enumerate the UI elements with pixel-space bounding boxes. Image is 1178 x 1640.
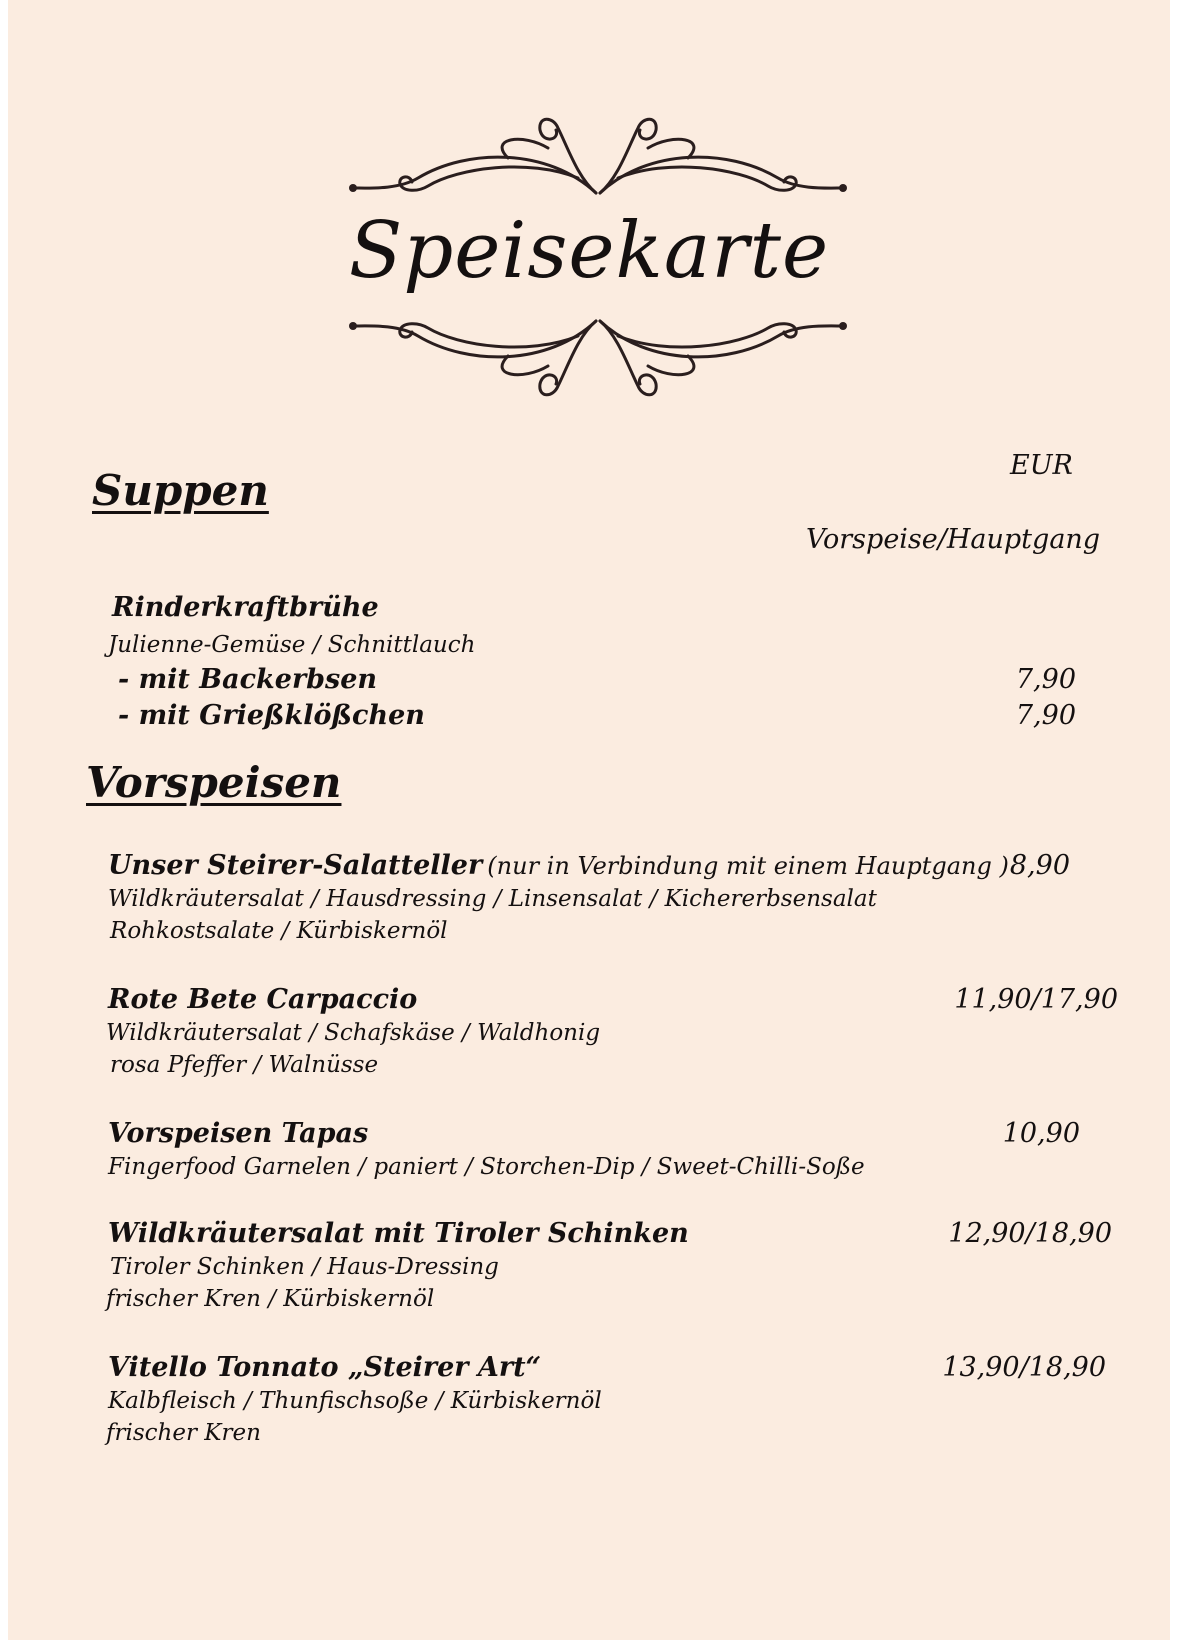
dish-description: Julienne-Gemüse / Schnittlauch (108, 632, 476, 658)
menu-page (8, 0, 1170, 1640)
page-title: Speisekarte (348, 206, 830, 296)
dish-name: Vorspeisen Tapas (108, 1118, 369, 1149)
dish-description: Rohkostsalate / Kürbiskernöl (110, 918, 448, 944)
dish-description: Wildkräutersalat / Schafskäse / Waldhonig (106, 1020, 601, 1046)
dish-price: 11,90/17,90 (954, 984, 1118, 1015)
dish-name: Wildkräutersalat mit Tiroler Schinken (108, 1218, 689, 1249)
top-flourish-ornament (348, 108, 848, 218)
dish-note: (nur in Verbindung mit einem Hauptgang ) (487, 852, 1009, 880)
dish-description: frischer Kren / Kürbiskernöl (106, 1286, 435, 1312)
dish-price: 10,90 (1002, 1118, 1080, 1149)
dish-name: Rote Bete Carpaccio (108, 984, 418, 1015)
section-heading-suppen: Suppen (92, 466, 269, 515)
dish-name: Vitello Tonnato „Steirer Art“ (108, 1352, 542, 1383)
dish-name: Rinderkraftbrühe (112, 592, 379, 623)
dish-description: Wildkräutersalat / Hausdressing / Linsensalat / Kichererbsensalat (108, 886, 877, 912)
dish-name: Unser Steirer-Salatteller (108, 850, 483, 881)
dish-price: 13,90/18,90 (942, 1352, 1106, 1383)
dish-price: 8,90 (1009, 850, 1070, 881)
dish-price: 7,90 (1015, 700, 1076, 731)
section-heading-vorspeisen: Vorspeisen (86, 758, 342, 807)
dish-title-line (108, 850, 1009, 881)
dish-variant: - mit Grießklößchen (118, 700, 425, 731)
dish-description: Tiroler Schinken / Haus-Dressing (110, 1254, 499, 1280)
dish-description: Kalbfleisch / Thunfischsoße / Kürbiskernöl (108, 1388, 602, 1414)
currency-label: EUR (1010, 450, 1073, 481)
dish-description: frischer Kren (106, 1420, 261, 1446)
dish-price: 7,90 (1015, 664, 1076, 695)
price-column-header: Vorspeise/Hauptgang (806, 524, 1101, 555)
dish-price: 12,90/18,90 (948, 1218, 1112, 1249)
bottom-flourish-ornament (348, 296, 848, 406)
dish-description: Fingerfood Garnelen / paniert / Storchen-Dip / Sweet-Chilli-Soße (108, 1154, 865, 1180)
dish-variant: - mit Backerbsen (118, 664, 378, 695)
dish-description: rosa Pfeffer / Walnüsse (110, 1052, 379, 1078)
